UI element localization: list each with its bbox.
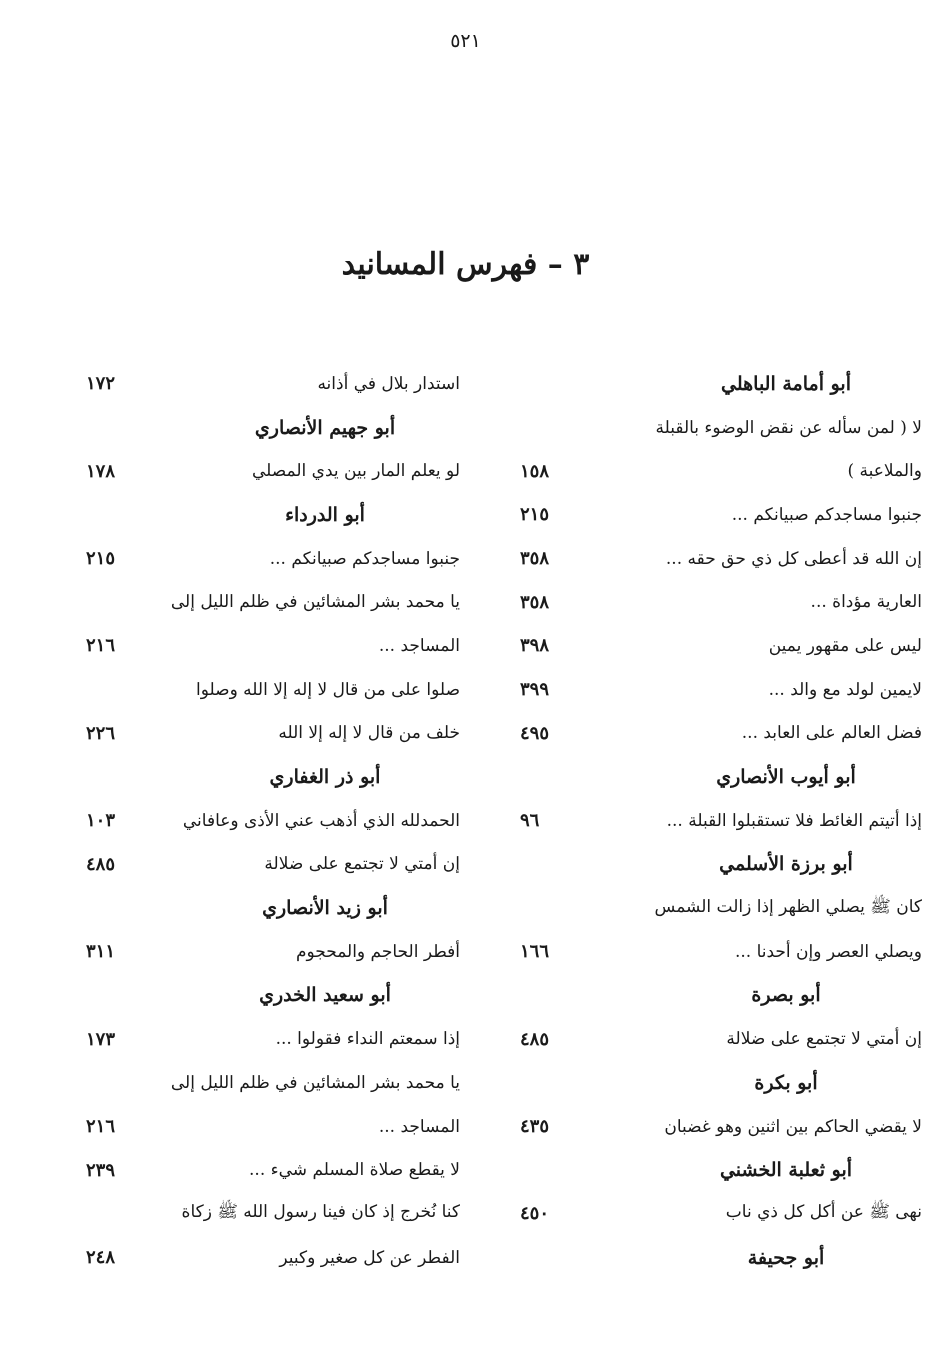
hadith-entry [520, 930, 922, 974]
hadith-entry [520, 799, 922, 843]
companion-heading [560, 1148, 922, 1192]
page-reference: ١٠٣ [86, 810, 116, 832]
companion-heading [80, 755, 460, 799]
companion-name: أبو ذر الغفاري [269, 766, 381, 789]
companion-heading [560, 1236, 922, 1280]
hadith-text: لا يقطع صلاة المسلم شيء ... [249, 1160, 460, 1181]
companion-name: أبو أمامة الباهلي [721, 372, 851, 395]
companion-heading [560, 1061, 922, 1105]
hadith-text: كنا نُخرج إذ كان فينا رسول الله ﷺ زكاة [181, 1202, 460, 1223]
hadith-text: جنبوا مساجدكم صبيانكم ... [731, 504, 922, 525]
page-reference: ١٥٨ [520, 460, 550, 482]
companion-heading [80, 886, 460, 930]
hadith-text: جنبوا مساجدكم صبيانكم ... [269, 548, 460, 569]
page-reference: ٤٣٥ [520, 1116, 550, 1138]
hadith-text: يا محمد بشر المشائين في ظلم الليل إلى [170, 1072, 460, 1093]
page-reference: ٤٩٥ [520, 722, 550, 744]
page-reference: ٢١٦ [86, 635, 116, 657]
hadith-text: لو يعلم المار بين يدي المصلي [251, 461, 460, 482]
page-reference: ٢١٦ [86, 1116, 116, 1138]
hadith-text: الفطر عن كل صغير وكبير [279, 1247, 460, 1268]
hadith-entry [80, 1192, 460, 1236]
companion-heading [560, 974, 922, 1018]
hadith-text: إن أمتي لا تجتمع على ضلالة [726, 1029, 922, 1050]
hadith-entry [520, 668, 922, 712]
companion-name: أبو بكرة [754, 1071, 818, 1094]
page-reference: ٤٨٥ [520, 1028, 550, 1050]
hadith-text: نهى ﷺ عن أكل كل ذي ناب [725, 1202, 922, 1223]
hadith-entry [80, 449, 460, 493]
companion-name: أبو بصرة [751, 984, 821, 1007]
hadith-entry [520, 537, 922, 581]
page-reference: ١٧٣ [86, 1028, 116, 1050]
hadith-text: صلوا على من قال لا إله إلا الله وصلوا [196, 679, 460, 700]
page-reference: ٢٣٩ [86, 1159, 116, 1181]
page-reference: ٩٦ [520, 810, 540, 832]
section-title: ٣ – فهرس المسانيد [341, 247, 590, 282]
companion-heading [560, 755, 922, 799]
hadith-text: العارية مؤداة ... [810, 592, 922, 613]
hadith-text: إن الله قد أعطى كل ذي حق حقه ... [665, 548, 922, 569]
companion-name: أبو سعيد الخدري [259, 984, 391, 1007]
page-reference: ٣٥٨ [520, 591, 550, 613]
page-reference: ٣٥٨ [520, 548, 550, 570]
companion-heading [560, 843, 922, 887]
hadith-entry [80, 930, 460, 974]
companion-heading [80, 974, 460, 1018]
hadith-entry [520, 712, 922, 756]
hadith-entry [80, 799, 460, 843]
hadith-text: ويصلي العصر وإن أحدنا ... [734, 941, 922, 962]
hadith-entry [80, 1236, 460, 1280]
hadith-text: لا ( لمن سأله عن نقض الوضوء بالقبلة [655, 417, 922, 438]
hadith-entry [80, 1148, 460, 1192]
hadith-text: خلف من قال لا إله إلا الله [278, 723, 460, 744]
hadith-text: فضل العالم على العابد ... [741, 723, 922, 744]
hadith-text: المساجد ... [378, 635, 460, 656]
hadith-text: ليس على مقهور يمين [768, 635, 922, 656]
page-reference: ٢٢٦ [86, 722, 116, 744]
hadith-entry [80, 668, 460, 712]
companion-heading [80, 493, 460, 537]
page-reference: ١٧٨ [86, 460, 116, 482]
page-reference: ١٦٦ [520, 941, 550, 963]
page-reference: ٢٤٨ [86, 1247, 116, 1269]
hadith-entry [520, 624, 922, 668]
hadith-entry [80, 712, 460, 756]
hadith-text: إن أمتي لا تجتمع على ضلالة [264, 854, 460, 875]
hadith-entry [80, 362, 460, 406]
hadith-entry [520, 449, 922, 493]
companion-heading [80, 406, 460, 450]
hadith-text: إذا أتيتم الغائط فلا تستقبلوا القبلة ... [666, 810, 922, 831]
companion-name: أبو جحيفة [747, 1246, 825, 1269]
companion-name: أبو زيد الأنصاري [262, 897, 388, 920]
companion-name: أبو ثعلبة الخشني [719, 1159, 853, 1182]
hadith-text: المساجد ... [378, 1116, 460, 1137]
hadith-text: لا يقضي الحاكم بين اثنين وهو غضبان [664, 1116, 922, 1137]
companion-heading [560, 362, 922, 406]
companion-name: أبو برزة الأسلمي [719, 853, 853, 876]
hadith-entry [80, 624, 460, 668]
page-reference: ٣١١ [86, 941, 116, 963]
hadith-entry [520, 1105, 922, 1149]
hadith-text: أفطر الحاجم والمحجوم [295, 941, 460, 962]
right-column [520, 362, 922, 1322]
companion-name: أبو الدرداء [285, 503, 365, 526]
hadith-entry [80, 1061, 460, 1105]
hadith-text: والملاعبة ) [847, 461, 922, 482]
page-reference: ١٧٢ [86, 373, 116, 395]
hadith-text: الحمدلله الذي أذهب عني الأذى وعافاني [182, 810, 460, 831]
page-reference: ٢١٥ [520, 504, 550, 526]
page-reference: ٤٥٠ [520, 1203, 550, 1225]
hadith-text: لايمين لولد مع والد ... [768, 679, 922, 700]
page-number: ٥٢١ [450, 30, 481, 52]
hadith-entry [80, 1017, 460, 1061]
hadith-entry [520, 493, 922, 537]
hadith-text: يا محمد بشر المشائين في ظلم الليل إلى [170, 592, 460, 613]
hadith-entry [560, 406, 922, 450]
page-reference: ٣٩٨ [520, 635, 550, 657]
hadith-entry [80, 537, 460, 581]
page-reference: ٤٨٥ [86, 853, 116, 875]
hadith-entry [520, 1017, 922, 1061]
hadith-text: استدار بلال في أذانه [317, 373, 460, 394]
hadith-entry [520, 1192, 922, 1236]
left-column [80, 362, 460, 1322]
companion-name: أبو جهيم الأنصاري [254, 416, 396, 439]
hadith-entry [80, 1105, 460, 1149]
hadith-entry [80, 843, 460, 887]
hadith-entry [520, 580, 922, 624]
hadith-entry [80, 580, 460, 624]
hadith-text: إذا سمعتم النداء فقولوا ... [275, 1029, 460, 1050]
page-reference: ٢١٥ [86, 548, 116, 570]
hadith-text: كان ﷺ يصلي الظهر إذا زالت الشمس [654, 896, 922, 917]
hadith-entry [560, 886, 922, 930]
page-reference: ٣٩٩ [520, 679, 550, 701]
companion-name: أبو أيوب الأنصاري [716, 766, 856, 789]
